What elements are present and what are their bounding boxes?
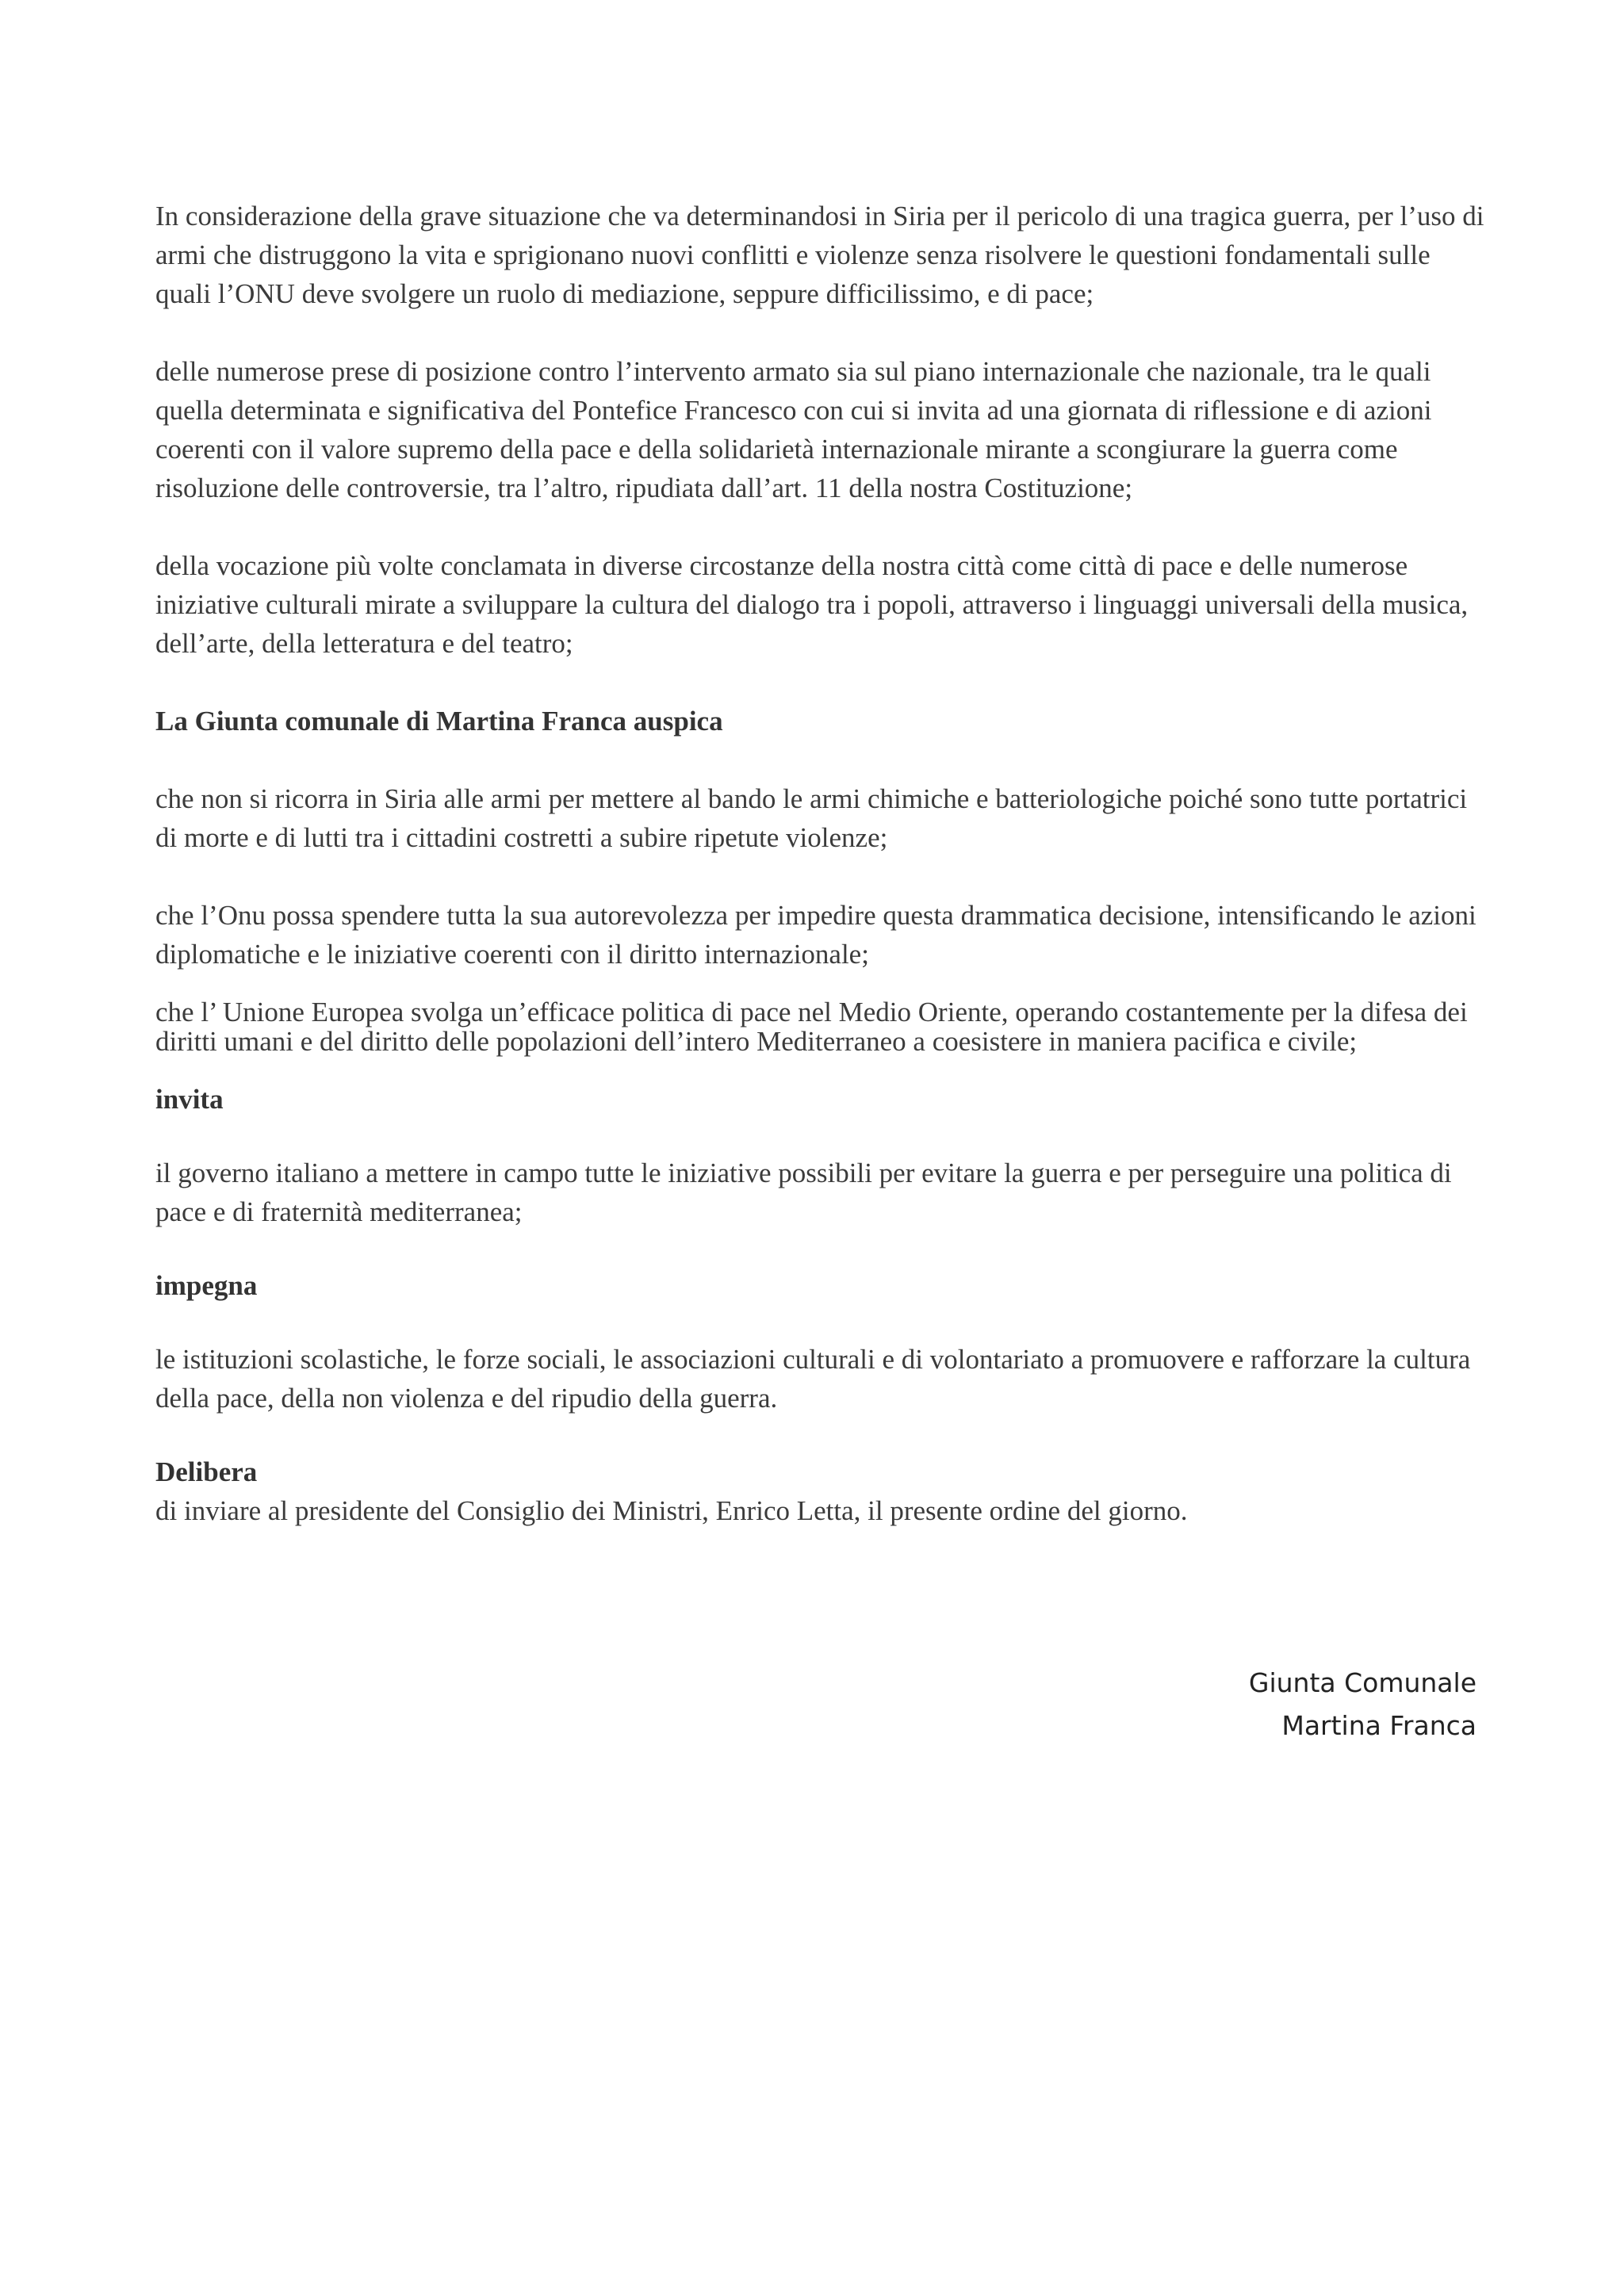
auspica-item-armi: che non si ricorra in Siria alle armi per mettere al bando le armi chimiche e batteriologiche poiché sono tutte portatrici di morte e di lutti tra i cittadini costretti a subire ripetute violenze; bbox=[155, 783, 1468, 853]
auspica-item-onu: che l’Onu possa spendere tutta la sua autorevolezza per impedire questa drammatica decisione, intensificando le azioni diplomatiche e le iniziative coerenti con il diritto internazionale; bbox=[155, 900, 1477, 970]
auspica-item-unione-europea: che l’ Unione Europea svolga un’efficace politica di pace nel Medio Oriente, operando costantemente per la difesa dei diritti umani e del diritto delle popolazioni dell’intero Mediterraneo a coesistere in maniera pacifica e civile; bbox=[155, 997, 1468, 1057]
heading-auspica: La Giunta comunale di Martina Franca auspica bbox=[155, 706, 723, 737]
heading-invita: invita bbox=[155, 1084, 224, 1115]
signature-block bbox=[1249, 1662, 1477, 1747]
invita-text: il governo italiano a mettere in campo tutte le iniziative possibili per evitare la guerra e per perseguire una politica di pace e di fraternità mediterranea; bbox=[155, 1158, 1452, 1227]
signature-line-citta: Martina Franca bbox=[1281, 1710, 1477, 1741]
signature-line-giunta: Giunta Comunale bbox=[1248, 1667, 1477, 1698]
delibera-text: di inviare al presidente del Consiglio dei Ministri, Enrico Letta, il presente ordine del giorno. bbox=[155, 1495, 1188, 1526]
impegna-text: le istituzioni scolastiche, le forze sociali, le associazioni culturali e di volontariato a promuovere e rafforzare la cultura della pace, della non violenza e del ripudio della guerra. bbox=[155, 1344, 1471, 1414]
paragraph-siria-situation: In considerazione della grave situazione che va determinandosi in Siria per il pericolo di una tragica guerra, per l’uso di armi che distruggono la vita e sprigionano nuovi conflitti e violenze senza risolvere le questioni fondamentali sulle quali l’ONU deve svolgere un ruolo di mediazione, seppure difficilissimo, e di pace; bbox=[155, 201, 1484, 309]
paragraph-prese-di-posizione: delle numerose prese di posizione contro l’intervento armato sia sul piano internazionale che nazionale, tra le quali quella determinata e significativa del Pontefice Francesco con cui si invita ad una giornata di riflessione e di azioni coerenti con il valore supremo della pace e della solidarietà internazionale mirante a scongiurare la guerra come risoluzione delle controversie, tra l’altro, ripudiata dall’art. 11 della nostra Costituzione; bbox=[155, 356, 1432, 503]
heading-delibera: Delibera bbox=[155, 1456, 258, 1487]
paragraph-vocazione-citta: della vocazione più volte conclamata in diverse circostanze della nostra città come città di pace e delle numerose iniziative culturali mirate a sviluppare la cultura del dialogo tra i popoli, attraverso i linguaggi universali della musica, dell’arte, della letteratura e del teatro; bbox=[155, 550, 1469, 659]
heading-impegna: impegna bbox=[155, 1270, 258, 1301]
document-body bbox=[155, 197, 1488, 1530]
